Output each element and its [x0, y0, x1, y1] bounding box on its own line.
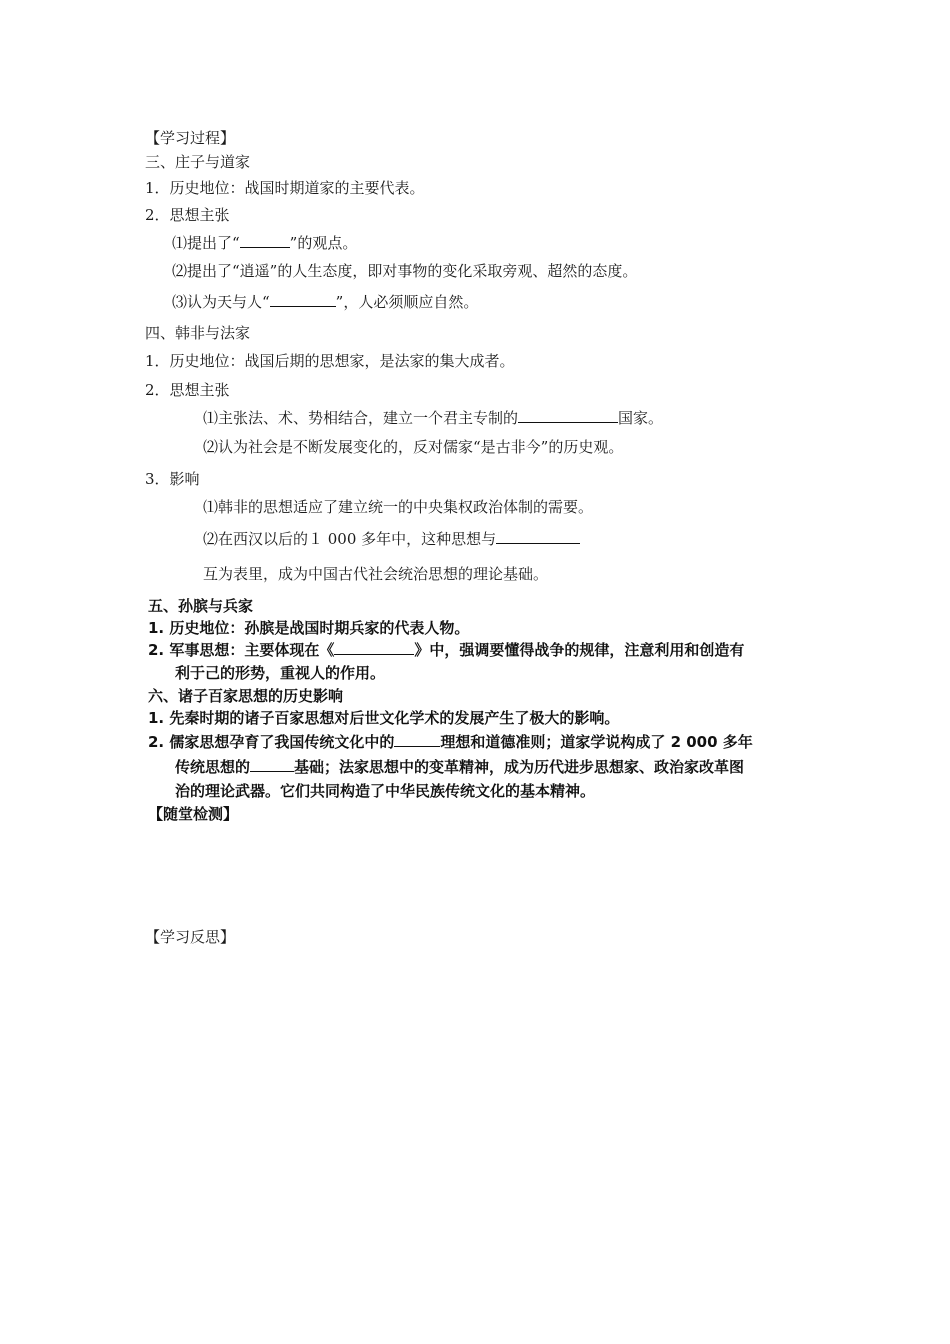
section6-item2-line2-prefix: 传统思想的: [175, 758, 251, 776]
fill-blank[interactable]: [240, 233, 290, 248]
section5-item2: [148, 640, 744, 660]
section6-item2: [148, 732, 753, 752]
section4-item3: 3．影响: [145, 470, 200, 488]
learning-process-heading: 【学习过程】: [145, 129, 236, 147]
section5-item2-suffix: 》中，强调要懂得战争的规律，注意利用和创造有: [414, 641, 745, 659]
section4-sub1-suffix: 国家。: [618, 409, 664, 427]
section5-title: 五、孙膑与兵家: [148, 597, 254, 615]
section5-item2-continuation: 利于己的形势，重视人的作用。: [175, 664, 386, 682]
reflection-heading: 【学习反思】: [145, 928, 236, 946]
section6-item2-line2: [175, 757, 744, 777]
fill-blank[interactable]: [250, 757, 294, 772]
section4-item2: 2．思想主张: [145, 381, 230, 399]
section3-item2: 2．思想主张: [145, 206, 230, 224]
section6-item2-line3: 治的理论武器。它们共同构造了中华民族传统文化的基本精神。: [175, 782, 596, 800]
fill-blank[interactable]: [496, 529, 580, 544]
section6-title: 六、诸子百家思想的历史影响: [148, 687, 344, 705]
section6-item2-line2-suffix: 基础；法家思想中的变革精神，成为历代进步思想家、政治家改革图: [294, 758, 745, 776]
section4-sub3: ⑴韩非的思想适应了建立统一的中央集权政治体制的需要。: [203, 498, 594, 516]
section4-sub4-prefix: ⑵在西汉以后的１ 000 多年中，这种思想与: [203, 530, 497, 548]
section4-item1: 1．历史地位：战国后期的思想家，是法家的集大成者。: [145, 352, 515, 370]
section3-sub2: ⑵提出了“逍遥”的人生态度，即对事物的变化采取旁观、超然的态度。: [172, 262, 638, 280]
fill-blank[interactable]: [270, 292, 336, 307]
section6-item1: 1. 先秦时期的诸子百家思想对后世文化学术的发展产生了极大的影响。: [148, 709, 620, 727]
section3-item1: 1．历史地位：战国时期道家的主要代表。: [145, 179, 425, 197]
fill-blank[interactable]: [334, 640, 414, 655]
section5-item1: 1. 历史地位：孙膑是战国时期兵家的代表人物。: [148, 619, 470, 637]
section3-sub3: [172, 292, 478, 312]
section5-item2-prefix: 2. 军事思想：主要体现在《: [148, 641, 335, 659]
section4-sub4: [203, 529, 580, 549]
section3-sub3-prefix: ⑶认为天与人“: [172, 293, 270, 311]
section4-sub1-prefix: ⑴主张法、术、势相结合，建立一个君主专制的: [203, 409, 519, 427]
section4-title: 四、韩非与法家: [145, 324, 251, 342]
section3-sub3-suffix: ”，人必须顺应自然。: [335, 293, 479, 311]
section3-sub1-prefix: ⑴提出了“: [172, 234, 240, 252]
section4-sub4-continuation: 互为表里，成为中国古代社会统治思想的理论基础。: [203, 565, 549, 583]
section3-title: 三、庄子与道家: [145, 153, 251, 171]
section6-item2-prefix: 2. 儒家思想孕育了我国传统文化中的: [148, 733, 395, 751]
section3-sub1: [172, 233, 357, 253]
fill-blank[interactable]: [394, 732, 440, 747]
fill-blank[interactable]: [518, 408, 618, 423]
section3-sub1-suffix: ”的观点。: [289, 234, 358, 252]
section4-sub1: [203, 408, 663, 428]
in-class-test-heading: 【随堂检测】: [148, 805, 239, 823]
section6-item2-middle: 理想和道德准则；道家学说构成了 2 000 多年: [440, 733, 753, 751]
section4-sub2: ⑵认为社会是不断发展变化的，反对儒家“是古非今”的历史观。: [203, 438, 624, 456]
